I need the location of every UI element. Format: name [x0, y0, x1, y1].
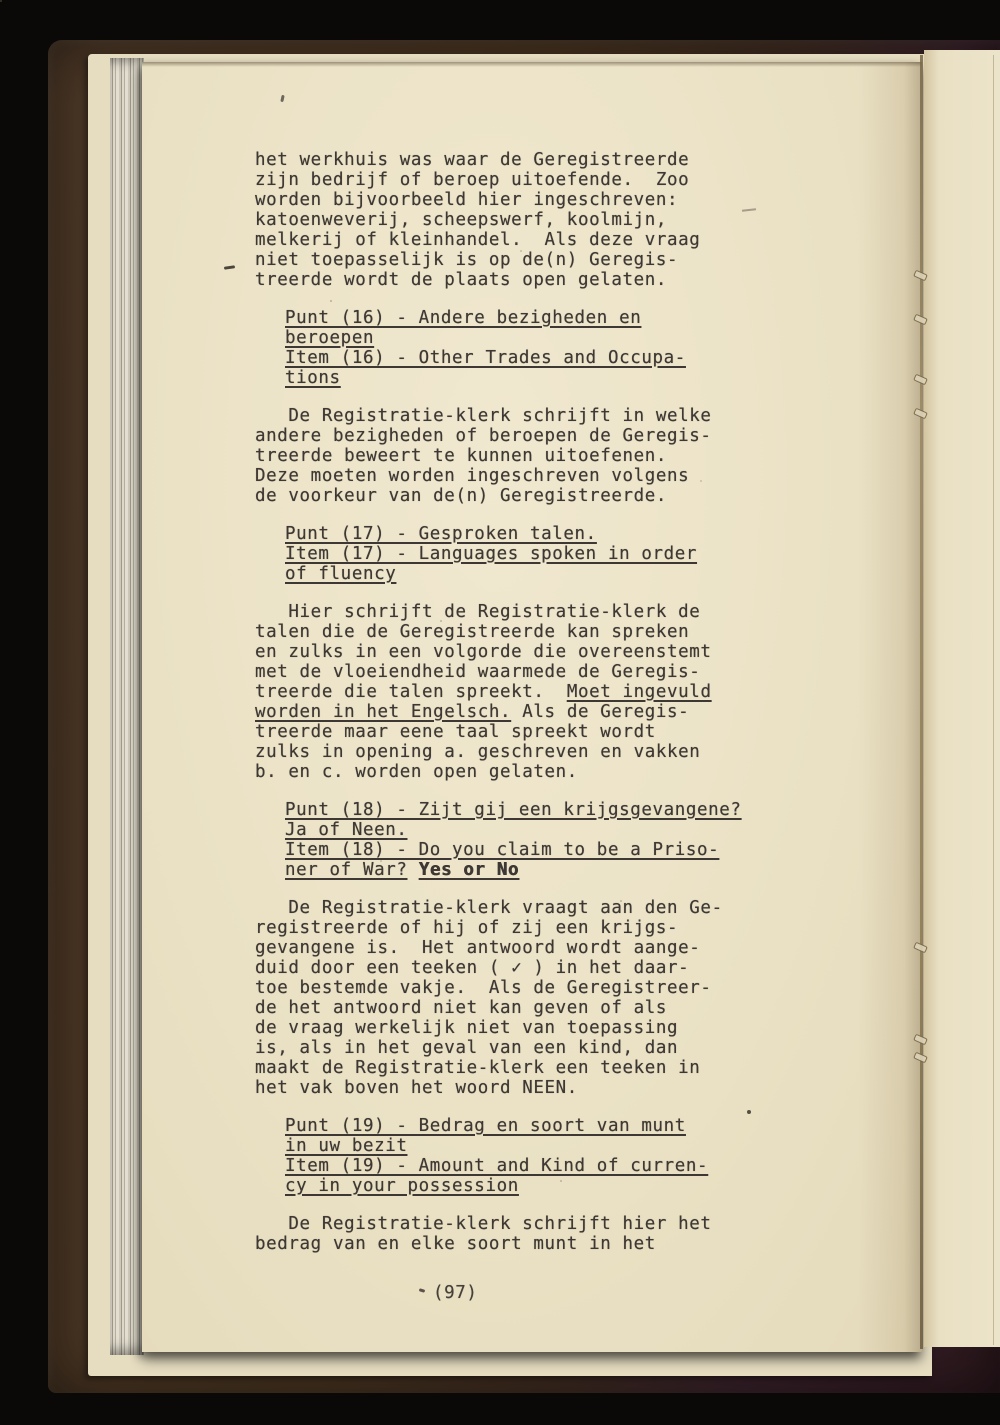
text-line: andere bezigheden of beroepen de Geregis- — [255, 426, 712, 446]
text-line: de vraag werkelijk niet van toepassing — [255, 1018, 679, 1038]
text-line: Hier schrijft de Registratie-klerk de — [255, 602, 701, 622]
text-line: Item (16) - Other Trades and Occupa- — [285, 348, 686, 368]
heading-item-18 — [285, 800, 755, 880]
text-line: registreerde of hij of zij een krijgs- — [255, 918, 679, 938]
para-item-18 — [255, 898, 755, 1098]
gutter-crease — [920, 55, 923, 1349]
text-line: Punt (16) - Andere bezigheden en — [285, 308, 642, 328]
text-line: duid door een teeken ( ✓ ) in het daar- — [255, 958, 690, 978]
text-line: toe bestemde vakje. Als de Geregistreer- — [255, 978, 712, 998]
text-line: Item (18) - Do you claim to be a Priso- — [285, 840, 720, 860]
para-workhouse-continuation — [255, 150, 755, 290]
text-line: bedrag van en elke soort munt in het — [255, 1234, 656, 1254]
text-line: Deze moeten worden ingeschreven volgens — [255, 466, 690, 486]
heading-item-17 — [285, 524, 755, 584]
text-line: treerde beweert te kunnen uitoefenen. — [255, 446, 668, 466]
text-line: Item (19) - Amount and Kind of curren- — [285, 1156, 709, 1176]
text-line: in uw bezit — [285, 1136, 408, 1156]
text-line: het werkhuis was waar de Geregistreerde — [255, 150, 690, 170]
text-line: Punt (19) - Bedrag en soort van munt — [285, 1116, 686, 1136]
para-item-19 — [255, 1214, 755, 1254]
page-stack-edges — [110, 58, 144, 1355]
text-line: melkerij of kleinhandel. Als deze vraag — [255, 230, 701, 250]
heading-item-19 — [285, 1116, 755, 1196]
paper-speckles — [0, 0, 2, 2]
para-item-17 — [255, 602, 755, 782]
text-line: ner of War? Yes or No — [285, 860, 519, 880]
text-line: beroepen — [285, 328, 375, 348]
text-line: zulks in opening a. geschreven en vakken — [255, 742, 701, 762]
text-line: katoenweverij, scheepswerf, koolmijn, — [255, 210, 668, 230]
text-line: treerde die talen spreekt. Moet ingevuld — [255, 682, 712, 702]
text-line: niet toepasselijk is op de(n) Geregis- — [255, 250, 679, 270]
text-line: zijn bedrijf of beroep uitoefende. Zoo — [255, 170, 690, 190]
text-line: worden bijvoorbeeld hier ingeschreven: — [255, 190, 679, 210]
stray-dot — [747, 1110, 751, 1114]
page-number: (97) — [433, 1283, 478, 1303]
text-line: cy in your possession — [285, 1176, 519, 1196]
text-line: b. en c. worden open gelaten. — [255, 762, 578, 782]
text-line: de het antwoord niet kan geven of als — [255, 998, 668, 1018]
text-column — [255, 150, 755, 1272]
text-line: maakt de Registratie-klerk een teeken in — [255, 1058, 701, 1078]
text-line: De Registratie-klerk schrijft hier het — [255, 1214, 712, 1234]
text-line: de voorkeur van de(n) Geregistreerde. — [255, 486, 668, 506]
text-line: Item (17) - Languages spoken in order — [285, 544, 698, 564]
text-line: De Registratie-klerk schrijft in welke — [255, 406, 712, 426]
text-line: of fluency — [285, 564, 397, 584]
heading-item-16 — [285, 308, 755, 388]
text-line: talen die de Geregistreerde kan spreken — [255, 622, 690, 642]
text-line: treerde maar eene taal spreekt wordt — [255, 722, 656, 742]
text-line: tions — [285, 368, 341, 388]
facing-page-sliver — [924, 50, 1000, 1347]
text-line: treerde wordt de plaats open gelaten. — [255, 270, 668, 290]
text-line: worden in het Engelsch. Als de Geregis- — [255, 702, 690, 722]
text-line: het vak boven het woord NEEN. — [255, 1078, 578, 1098]
para-item-16 — [255, 406, 755, 506]
text-line: is, als in het geval van een kind, dan — [255, 1038, 679, 1058]
text-line: Ja of Neen. — [285, 820, 408, 840]
text-line: Punt (18) - Zijt gij een krijgsgevangene? — [285, 800, 742, 820]
text-line: gevangene is. Het antwoord wordt aange- — [255, 938, 701, 958]
text-line: Punt (17) - Gesproken talen. — [285, 524, 597, 544]
facing-page-edge — [993, 55, 994, 1345]
text-line: De Registratie-klerk vraagt aan den Ge- — [255, 898, 723, 918]
text-line: met de vloeiendheid waarmede de Geregis- — [255, 662, 701, 682]
text-line: en zulks in een volgorde die overeenstemt — [255, 642, 712, 662]
